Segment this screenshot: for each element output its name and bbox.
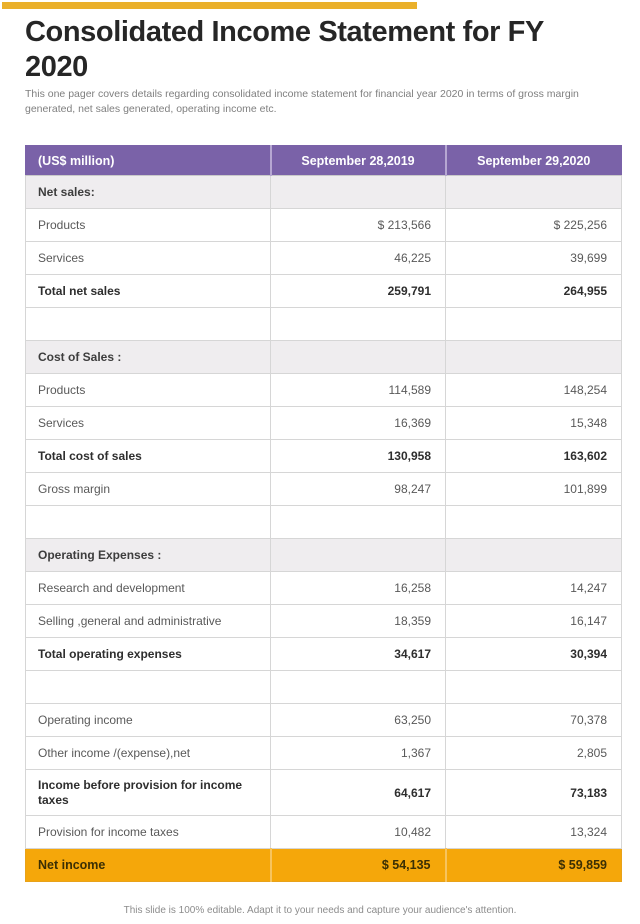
row-label: Products xyxy=(26,209,271,242)
value-2019: 10,482 xyxy=(271,816,446,849)
table-row xyxy=(26,539,622,572)
table-header xyxy=(26,146,622,176)
table-row xyxy=(26,440,622,473)
value-2020: 163,602 xyxy=(446,440,622,473)
row-label: Net income xyxy=(26,849,271,882)
row-label: Total cost of sales xyxy=(26,440,271,473)
row-label: Net sales: xyxy=(26,176,271,209)
value-2019: 130,958 xyxy=(271,440,446,473)
value-2020 xyxy=(446,176,622,209)
value-2020 xyxy=(446,671,622,704)
column-header-metric: (US$ million) xyxy=(26,146,271,176)
table-row xyxy=(26,572,622,605)
value-2019 xyxy=(271,539,446,572)
table-row xyxy=(26,209,622,242)
value-2020: 16,147 xyxy=(446,605,622,638)
row-label: Income before provision for income taxes xyxy=(26,770,271,816)
value-2020: 30,394 xyxy=(446,638,622,671)
value-2020: 13,324 xyxy=(446,816,622,849)
value-2019 xyxy=(271,506,446,539)
footer-note: This slide is 100% editable. Adapt it to your needs and capture your audience's attention. xyxy=(123,905,517,916)
table-row xyxy=(26,176,622,209)
table-row xyxy=(26,816,622,849)
table-row xyxy=(26,275,622,308)
value-2020: 39,699 xyxy=(446,242,622,275)
table-row xyxy=(26,737,622,770)
row-label xyxy=(26,671,271,704)
row-label: Research and development xyxy=(26,572,271,605)
value-2020 xyxy=(446,308,622,341)
value-2020 xyxy=(446,506,622,539)
value-2020: 101,899 xyxy=(446,473,622,506)
income-table-body xyxy=(26,176,622,882)
value-2019: 64,617 xyxy=(271,770,446,816)
header-row xyxy=(26,146,622,176)
value-2020: 73,183 xyxy=(446,770,622,816)
table-row xyxy=(26,308,622,341)
table-row xyxy=(26,704,622,737)
value-2020: 148,254 xyxy=(446,374,622,407)
value-2020: 264,955 xyxy=(446,275,622,308)
value-2020 xyxy=(446,341,622,374)
value-2019: 114,589 xyxy=(271,374,446,407)
value-2019 xyxy=(271,671,446,704)
value-2019: 16,369 xyxy=(271,407,446,440)
value-2019: 259,791 xyxy=(271,275,446,308)
row-label: Gross margin xyxy=(26,473,271,506)
row-label xyxy=(26,308,271,341)
table-row xyxy=(26,770,622,816)
page-subtitle: This one pager covers details regarding consolidated income statement for financial year 2020 in terms of gross margin generated, net sales generated, operating income etc. xyxy=(25,88,579,116)
row-label: Operating Expenses : xyxy=(26,539,271,572)
income-statement-table xyxy=(25,145,622,882)
table-row xyxy=(26,341,622,374)
table-row xyxy=(26,849,622,882)
row-label: Services xyxy=(26,242,271,275)
value-2019: 16,258 xyxy=(271,572,446,605)
table-row xyxy=(26,638,622,671)
value-2019: 34,617 xyxy=(271,638,446,671)
table-row xyxy=(26,374,622,407)
value-2019 xyxy=(271,341,446,374)
column-header-sep-29-2020: September 29,2020 xyxy=(446,146,622,176)
row-label: Selling ,general and administrative xyxy=(26,605,271,638)
table-row xyxy=(26,242,622,275)
table-row xyxy=(26,605,622,638)
row-label: Operating income xyxy=(26,704,271,737)
row-label: Other income /(expense),net xyxy=(26,737,271,770)
value-2020: 14,247 xyxy=(446,572,622,605)
table-row xyxy=(26,407,622,440)
row-label: Total net sales xyxy=(26,275,271,308)
row-label: Products xyxy=(26,374,271,407)
table-row xyxy=(26,473,622,506)
table-row xyxy=(26,671,622,704)
table-row xyxy=(26,506,622,539)
value-2020: 70,378 xyxy=(446,704,622,737)
value-2019: $ 54,135 xyxy=(271,849,446,882)
row-label: Cost of Sales : xyxy=(26,341,271,374)
column-header-sep-28-2019: September 28,2019 xyxy=(271,146,446,176)
value-2020 xyxy=(446,539,622,572)
top-accent-bar xyxy=(2,2,417,9)
value-2020: $ 59,859 xyxy=(446,849,622,882)
value-2019: 18,359 xyxy=(271,605,446,638)
value-2019 xyxy=(271,308,446,341)
value-2020: $ 225,256 xyxy=(446,209,622,242)
row-label: Total operating expenses xyxy=(26,638,271,671)
row-label: Provision for income taxes xyxy=(26,816,271,849)
value-2019: 63,250 xyxy=(271,704,446,737)
value-2020: 2,805 xyxy=(446,737,622,770)
value-2019: 98,247 xyxy=(271,473,446,506)
value-2019: 46,225 xyxy=(271,242,446,275)
row-label xyxy=(26,506,271,539)
value-2019: 1,367 xyxy=(271,737,446,770)
value-2019: $ 213,566 xyxy=(271,209,446,242)
value-2019 xyxy=(271,176,446,209)
value-2020: 15,348 xyxy=(446,407,622,440)
page-title: Consolidated Income Statement for FY 2020 xyxy=(25,16,544,84)
row-label: Services xyxy=(26,407,271,440)
